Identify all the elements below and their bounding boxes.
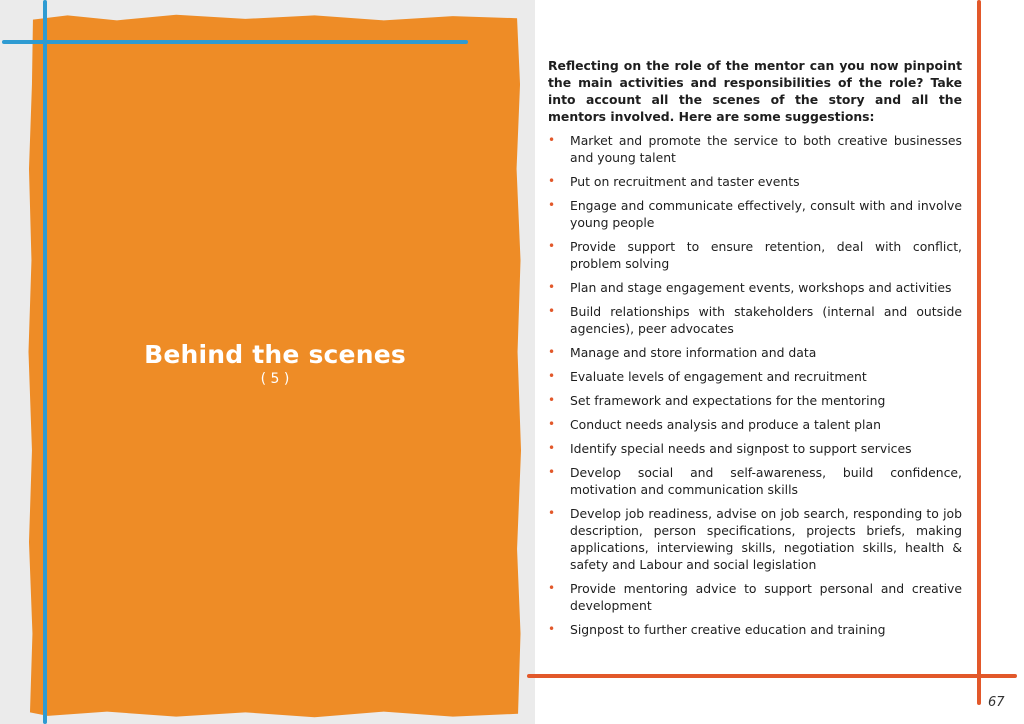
bullet-icon: • <box>548 506 556 520</box>
list-item-text: Put on recruitment and taster events <box>570 174 800 189</box>
list-item <box>548 238 962 272</box>
list-item-text: Set framework and expectations for the mentoring <box>570 393 886 408</box>
bullet-icon: • <box>548 441 556 455</box>
bullet-icon: • <box>548 239 556 253</box>
intro-paragraph: Reflecting on the role of the mentor can you now pinpoint the main activities and responsibilities of the role? Take into account all the scenes of the story and all the mentors involved. Here are some suggestions: <box>548 58 962 124</box>
list-item-text: Provide mentoring advice to support personal and creative development <box>570 581 962 613</box>
bullet-icon: • <box>548 581 556 595</box>
list-item-text: Signpost to further creative education and training <box>570 622 886 637</box>
bullet-icon: • <box>548 622 556 636</box>
list-item <box>548 344 962 361</box>
bullet-icon: • <box>548 369 556 383</box>
blue-horizontal-rule <box>2 40 468 44</box>
list-item-text: Manage and store information and data <box>570 345 817 360</box>
list-item <box>548 132 962 166</box>
list-item-text: Conduct needs analysis and produce a talent plan <box>570 417 881 432</box>
list-item <box>548 580 962 614</box>
list-item <box>548 279 962 296</box>
list-item <box>548 464 962 498</box>
bullet-icon: • <box>548 198 556 212</box>
red-vertical-rule <box>977 0 981 705</box>
red-horizontal-rule <box>527 674 1017 678</box>
list-item-text: Market and promote the service to both creative businesses and young talent <box>570 133 962 165</box>
list-item-text: Evaluate levels of engagement and recruitment <box>570 369 867 384</box>
list-item <box>548 173 962 190</box>
list-item <box>548 392 962 409</box>
bullet-icon: • <box>548 280 556 294</box>
list-item <box>548 303 962 337</box>
list-item <box>548 416 962 433</box>
section-title-block <box>28 340 522 387</box>
suggestion-list <box>548 132 962 638</box>
bullet-icon: • <box>548 345 556 359</box>
list-item <box>548 621 962 638</box>
list-item-text: Develop social and self-awareness, build confidence, motivation and communication skills <box>570 465 962 497</box>
section-number: ( 5 ) <box>260 371 290 387</box>
list-item <box>548 505 962 573</box>
list-item <box>548 368 962 385</box>
list-item-text: Engage and communicate effectively, consult with and involve young people <box>570 198 962 230</box>
bullet-icon: • <box>548 465 556 479</box>
list-item-text: Develop job readiness, advise on job search, responding to job description, person specifications, projects briefs, making applications, interviewing skills, negotiation skills, health & safety and Labour and social legislation <box>570 506 962 572</box>
bullet-icon: • <box>548 174 556 188</box>
list-item-text: Build relationships with stakeholders (internal and outside agencies), peer advocates <box>570 304 962 336</box>
list-item-text: Identify special needs and signpost to support services <box>570 441 912 456</box>
bullet-icon: • <box>548 417 556 431</box>
list-item-text: Provide support to ensure retention, deal with conflict, problem solving <box>570 239 962 271</box>
bullet-icon: • <box>548 393 556 407</box>
page-number: 67 <box>988 695 1005 710</box>
list-item <box>548 197 962 231</box>
list-item-text: Plan and stage engagement events, workshops and activities <box>570 280 952 295</box>
list-item <box>548 440 962 457</box>
content-column <box>548 57 962 645</box>
bullet-icon: • <box>548 133 556 147</box>
bullet-icon: • <box>548 304 556 318</box>
section-title: Behind the scenes <box>144 340 406 369</box>
